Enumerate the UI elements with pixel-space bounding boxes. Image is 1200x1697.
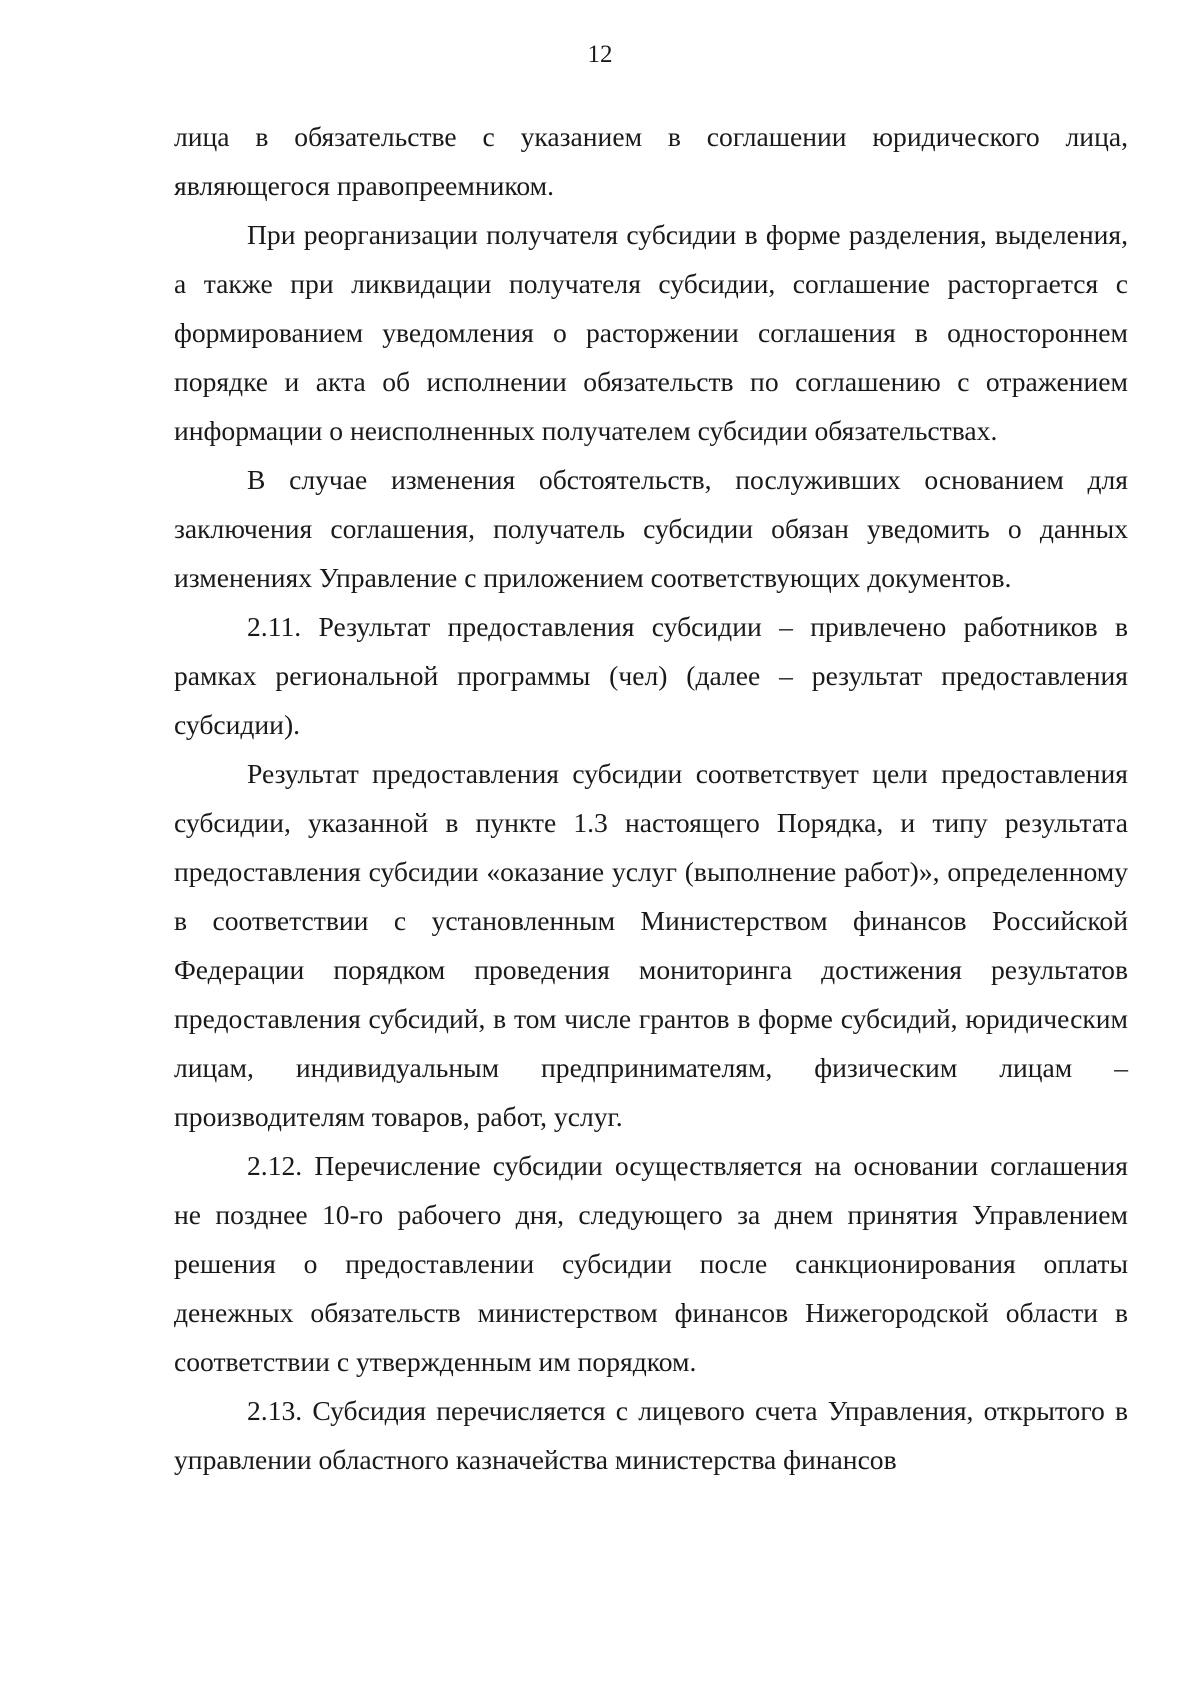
paragraph: В случае изменения обстоятельств, послуживших основанием для заключения соглашения, получатель субсидии обязан уведомить о данных изменениях Управление с приложением соответствующих документов.	[174, 464, 1128, 593]
paragraph: лица в обязательстве с указанием в соглашении юридического лица, являющегося правопреемником.	[174, 121, 1128, 201]
paragraph: Результат предоставления субсидии соответствует цели предоставления субсидии, указанной в пункте 1.3 настоящего Порядка, и типу результата предоставления субсидии «оказание услуг (выполнение работ)», определенному в соответствии с установленным Министерством финансов Российской Федерации порядком проведения мониторинга достижения результатов предоставления субсидий, в том числе грантов в форме субсидий, юридическим лицам, индивидуальным предпринимателям, физическим лицам – производителям товаров, работ, услуг.	[174, 758, 1128, 1132]
paragraph: 2.13. Субсидия перечисляется с лицевого счета Управления, открытого в управлении областного казначейства министерства финансов	[174, 1395, 1128, 1475]
paragraph: 2.12. Перечисление субсидии осуществляется на основании соглашения не позднее 10-го рабочего дня, следующего за днем принятия Управлением решения о предоставлении субсидии после санкционирования оплаты денежных обязательств министерством финансов Нижегородской области в соответствии с утвержденным им порядком.	[174, 1150, 1128, 1377]
document-body	[174, 112, 1128, 1484]
paragraph: При реорганизации получателя субсидии в форме разделения, выделения, а также при ликвидации получателя субсидии, соглашение расторгается с формированием уведомления о расторжении соглашения в одностороннем порядке и акта об исполнении обязательств по соглашению с отражением информации о неисполненных получателем субсидии обязательствах.	[174, 219, 1128, 446]
page-number: 12	[587, 41, 613, 68]
paragraph: 2.11. Результат предоставления субсидии – привлечено работников в рамках региональной программы (чел) (далее – результат предоставления субсидии).	[174, 611, 1128, 740]
